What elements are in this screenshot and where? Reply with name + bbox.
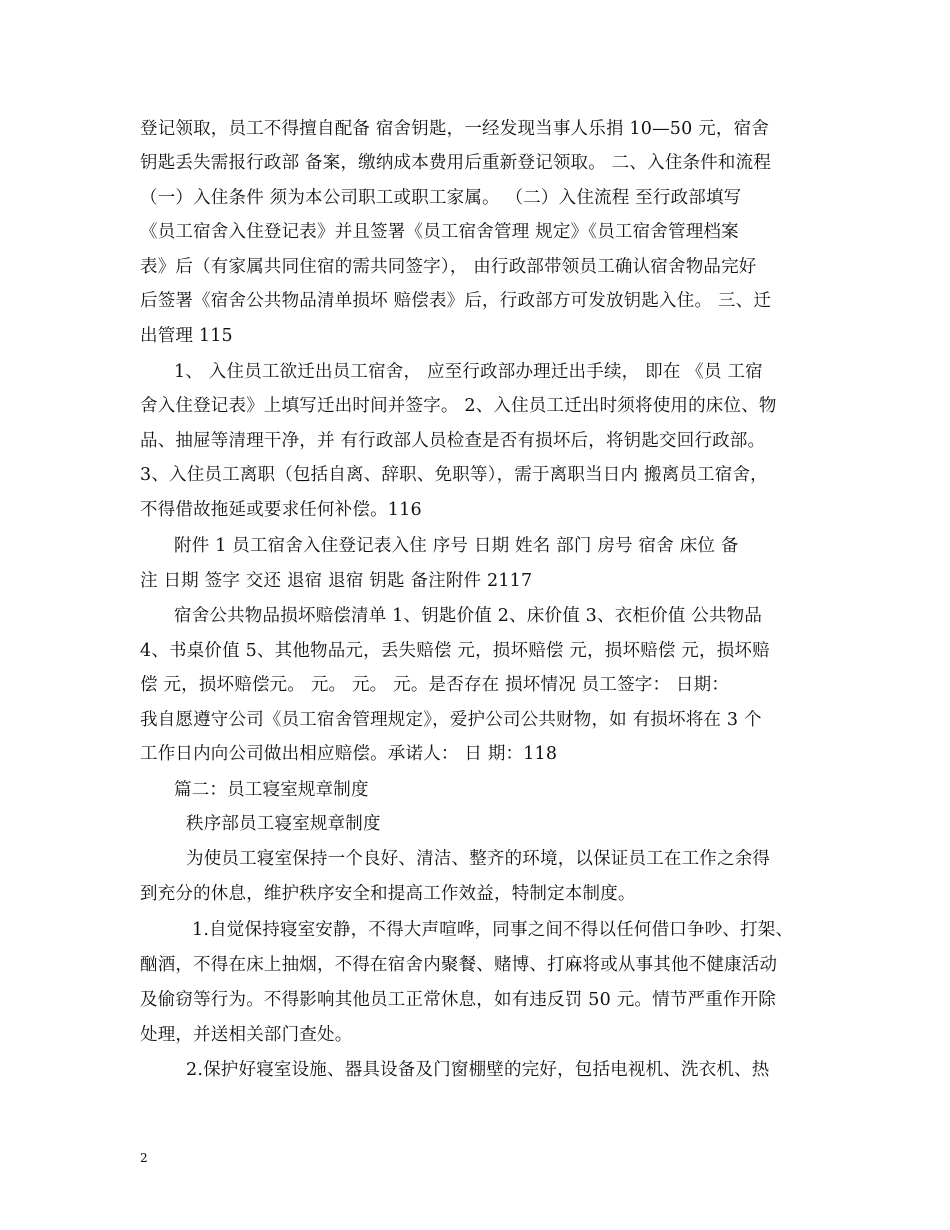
text-line: 工作日内向公司做出相应赔偿。承诺人： 日 期：118 — [140, 744, 558, 764]
text-line: 附件 1 员工宿舍入住登记表入住 序号 日期 姓名 部门 房号 宿舍 床位 备 — [174, 536, 739, 556]
section-subheading: 秩序部员工寝室规章制度 — [186, 814, 381, 834]
text-line: 注 日期 签字 交还 退宿 退宿 钥匙 备注附件 2117 — [140, 571, 533, 591]
text-line: 宿舍公共物品损坏赔偿清单 1、钥匙价值 2、床价值 3、衣柜价值 公共物品 — [174, 606, 763, 626]
text-line: 2.保护好寝室设施、器具设备及门窗棚壁的完好，包括电视机、洗衣机、热 — [186, 1060, 770, 1080]
text-line: 3、入住员工离职（包括自离、辞职、免职等），需于离职当日内 搬离员工宿舍， — [140, 465, 768, 485]
text-line: 及偷窃等行为。不得影响其他员工正常休息，如有违反罚 50 元。情节严重作开除 — [140, 990, 776, 1010]
text-line: 1.自觉保持寝室安静，不得大声喧哗，同事之间不得以任何借口争吵、打架、 — [192, 920, 794, 940]
text-line: 不得借故拖延或要求任何补偿。116 — [140, 500, 422, 520]
text-line: 登记领取，员工不得擅自配备 宿舍钥匙，一经发现当事人乐捐 10—50 元，宿舍 — [140, 119, 770, 139]
text-line: 处理，并送相关部门查处。 — [140, 1025, 353, 1045]
text-line: 后签署《宿舍公共物品清单损坏 赔偿表》后，行政部方可发放钥匙入住。 三、迁 — [140, 291, 772, 311]
text-line: 表》后（有家属共同住宿的需共同签字）， 由行政部带领员工确认宿舍物品完好 — [140, 257, 757, 277]
text-line: 偿 元，损坏赔偿元。 元。 元。 元。是否存在 损坏情况 员工签字： 日期： — [140, 675, 730, 695]
text-line: 1、 入住员工欲迁出员工宿舍， 应至行政部办理迁出手续， 即在 《员 工宿 — [174, 362, 763, 382]
text-line: 4、书桌价值 5、其他物品元，丢失赔偿 元，损坏赔偿 元，损坏赔偿 元，损坏赔 — [140, 641, 770, 661]
text-line: 品、抽屉等清理干净，并 有行政部人员检查是否有损坏后，将钥匙交回行政部。 — [140, 431, 766, 451]
text-line: （一）入住条件 须为本公司职工或职工家属。 （二）入住流程 至行政部填写 — [140, 188, 742, 208]
text-line: 出管理 115 — [140, 326, 233, 346]
section-heading: 篇二：员工寝室规章制度 — [174, 780, 369, 800]
text-line: 到充分的休息，维护秩序安全和提高工作效益，特制定本制度。 — [140, 884, 636, 904]
text-line: 舍入住登记表》上填写迁出时间并签字。 2、入住员工迁出时须将使用的床位、物 — [140, 396, 777, 416]
text-line: 为使员工寝室保持一个良好、清洁、整齐的环境，以保证员工在工作之余得 — [186, 849, 771, 869]
text-line: 我自愿遵守公司《员工宿舍管理规定》，爱护公司公共财物，如 有损坏将在 3 个 — [140, 710, 762, 730]
page-number: 2 — [140, 1151, 148, 1165]
text-line: 酗酒，不得在床上抽烟，不得在宿舍内聚餐、赌博、打麻将或从事其他不健康活动 — [140, 955, 778, 975]
text-line: 《员工宿舍入住登记表》并且签署《员工宿舍管理 规定》《员工宿舍管理档案 — [140, 222, 739, 242]
text-line: 钥匙丢失需报行政部 备案，缴纳成本费用后重新登记领取。 二、入住条件和流程 — [140, 153, 772, 173]
